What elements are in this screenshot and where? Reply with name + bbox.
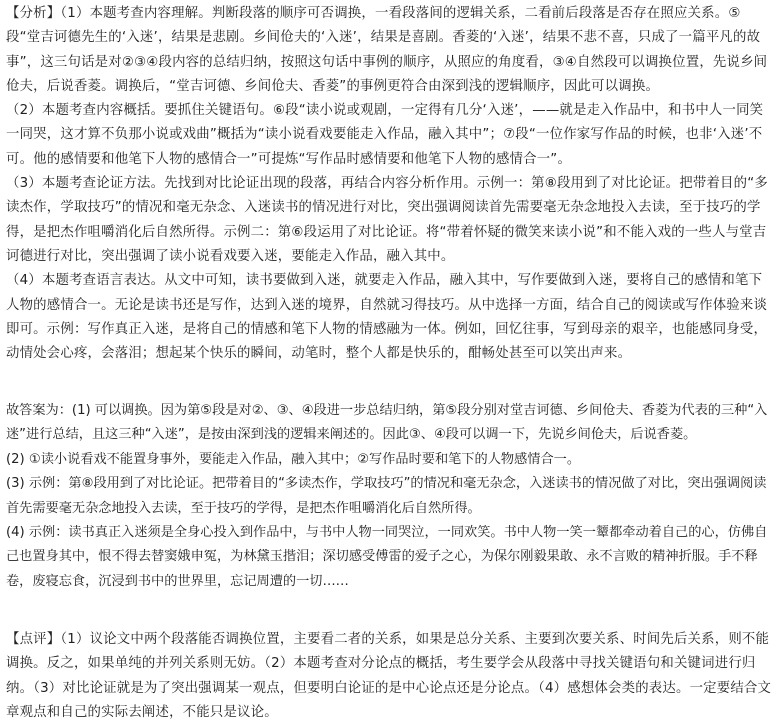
answer-section xyxy=(0,399,780,594)
analysis-paragraph-1 xyxy=(0,2,780,99)
comment-section xyxy=(0,628,780,725)
analysis-tag: 【分析】 xyxy=(6,6,61,21)
comment-tag: 【点评】 xyxy=(6,632,61,647)
comment-text: （1）议论文中两个段落能否调换位置，主要看二者的关系，如果是总分关系、主要到次要关系、时间先后关系，则不能调换。反之，如果单纯的并列关系则无妨。（2）本题考查对分论点的概括，考生要学会从段落中寻找关键语句和关键词进行归纳。（3）对比论证就是为了突出强调某一观点，但要明白论证的是中心论点还是分论点。（4）感想体会类的表达。一定要结合文章观点和自己的实际去阐述，不能只是议论。 xyxy=(6,632,772,720)
answer-3: (3) 示例：第⑧段用到了对比论证。把带着目的“多读杰作，学取技巧”的情况和毫无杂念，入迷读书的情况做了对比，突出强调阅读首先需要毫无杂念地投入去读，至于技巧的学得，是把杰作咀嚼消化后自然所得。 xyxy=(6,476,767,516)
analysis-text-1: （1）本题考查内容理解。判断段落的顺序可否调换，一看段落间的逻辑关系，二看前后段落是否存在照应关系。⑤段“堂吉诃德先生的‘入迷’，结果是悲剧。乡间伧夫的‘入迷’，结果是喜剧。香菱的‘入迷’，结果不悲不喜，只成了一篇平凡的故事”，这三句话是对②③④段内容的总结归纳，按照这句话中事例的顺序，从照应的角度看，③④自然段可以调换位置，先说乡间伧夫，后说香菱。调换后，“堂吉诃德、乡间伧夫、香菱”的事例更符合由深到浅的逻辑顺序，因此可以调换。 xyxy=(6,6,768,94)
answer-1: 故答案为：(1) 可以调换。因为第⑤段是对②、③、④段进一步总结归纳，第⑤段分别对堂吉诃德、乡间伧夫、香菱为代表的三种“入迷”进行总结，且这三种“入迷”，是按由深到浅的逻辑来阐述的。因此③、④段可以调一下，先说乡间伧夫，后说香菱。 xyxy=(6,403,768,443)
analysis-paragraph-3: （3）本题考查论证方法。先找到对比论证出现的段落，再结合内容分析作用。示例一：第⑧段用到了对比论证。把带着目的“多读杰作，学取技巧”的情况和毫无杂念、入迷读书的情况进行对比，突出强调阅读首先需要毫无杂念地投入去读，至于技巧的学得，是把杰作咀嚼消化后自然所得。示例二：第⑥段运用了对比论证。将“带着怀疑的微笑来读小说”和不能入戏的一些人与堂吉诃德进行对比，突出强调了读小说看戏要入迷，要能走入作品，融入其中。 xyxy=(6,176,768,264)
analysis-paragraph-2: （2）本题考查内容概括。要抓住关键语句。⑥段“读小说或观剧，一定得有几分‘入迷’，——就是走入作品中，和书中人一同笑一同哭，这才算不负那小说或戏曲”概括为“读小说看戏要能走入作品，融入其中”；⑦段“一位作家写作品的时候，也非‘入迷’不可。他的感情要和他笔下人物的感情合一”可提炼“写作品时感情要和他笔下人物的感情合一”。 xyxy=(6,103,764,167)
answer-4: (4) 示例：读书真正入迷须是全身心投入到作品中，与书中人物一同哭泣，一同欢笑。书中人物一笑一颦都牵动着自己的心，仿佛自己也置身其中，恨不得去替窦娥申冤，为林黛玉揩泪；深切感受傅雷的爱子之心，为保尔刚毅果敢、永不言败的精神折服。手不释卷，废寝忘食，沉浸到书中的世界里，忘记周遭的一切…… xyxy=(6,525,768,589)
analysis-paragraph-4: （4）本题考查语言表达。从文中可知，读书要做到入迷，就要走入作品，融入其中，写作要做到入迷，要将自己的感情和笔下人物的感情合一。无论是读书还是写作，达到入迷的境界，自然就习得技巧。从中选择一方面，结合自己的阅读或写作体验来谈即可。示例：写作真正入迷，是将自己的情感和笔下人物的情感融为一体。例如，回忆往事，写到母亲的艰辛，也能感同身受，动情处会心疼，会落泪；想起某个快乐的瞬间，动笔时，整个人都是快乐的，酣畅处甚至可以笑出声来。 xyxy=(6,273,768,362)
comment-paragraph xyxy=(0,628,780,725)
analysis-section xyxy=(0,2,780,366)
answer-2: (2) ①读小说看戏不能置身事外，要能走入作品，融入其中；②写作品时要和笔下的人物感情合一。 xyxy=(6,451,581,467)
